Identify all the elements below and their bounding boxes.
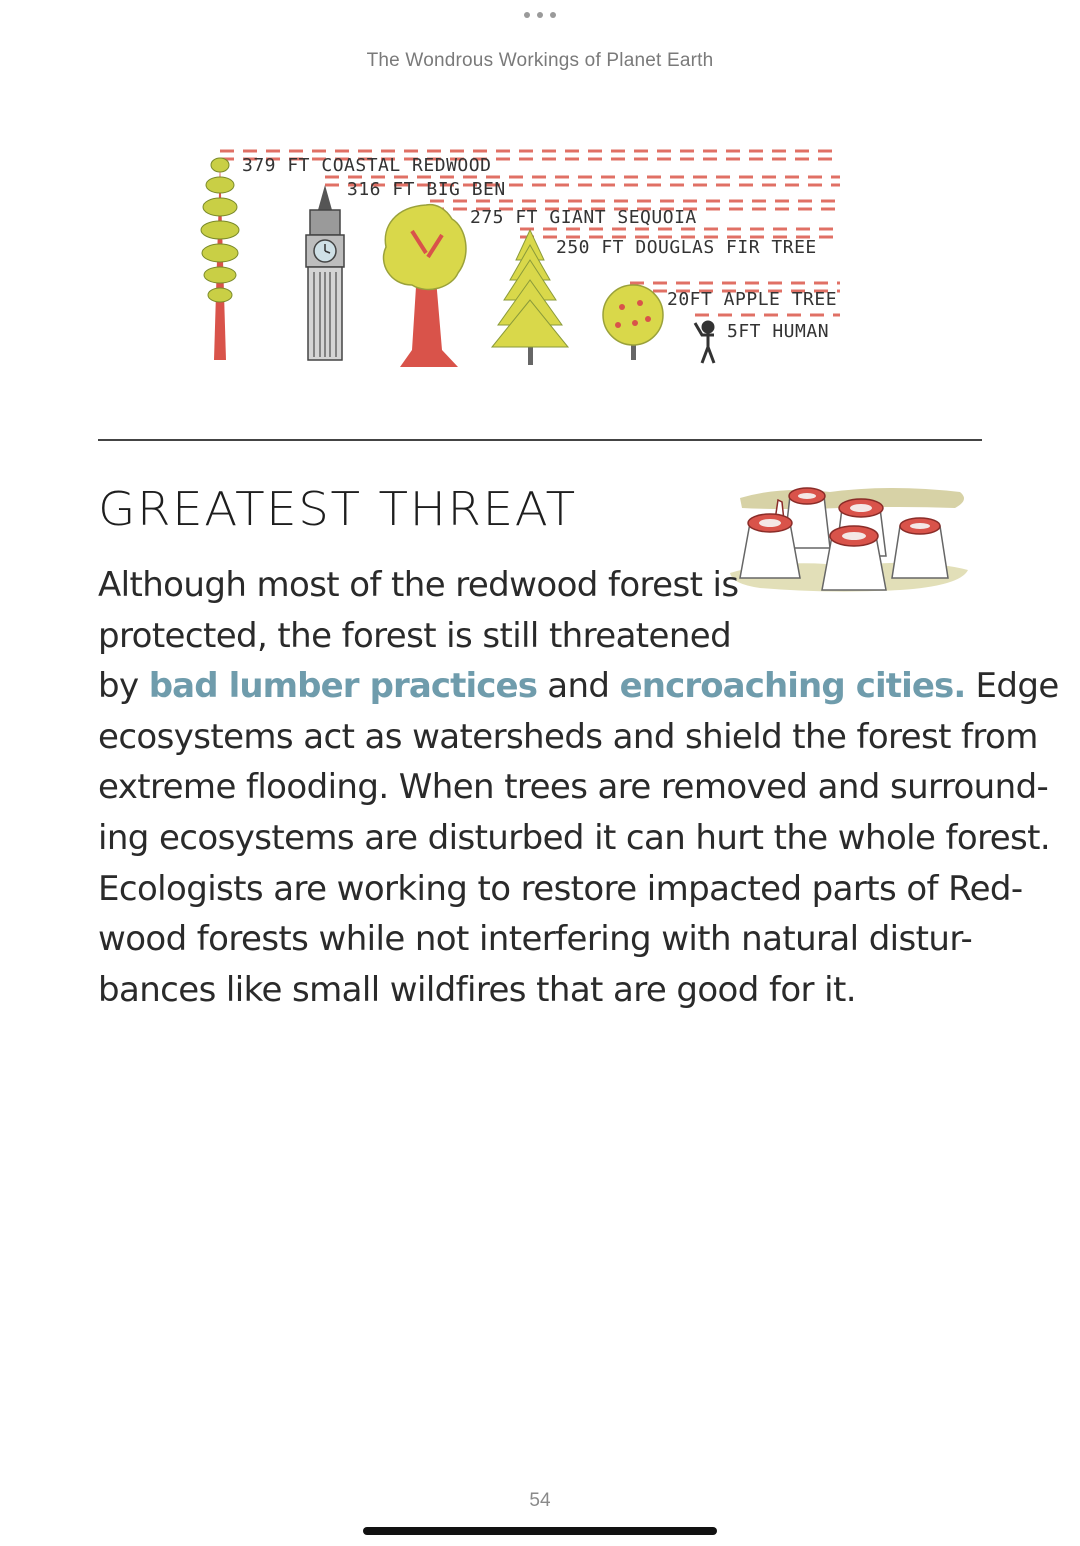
body-line	[98, 965, 988, 1016]
body-line	[98, 611, 988, 662]
body-text-run: and	[537, 666, 620, 707]
body-text-run: ecosystems act as watersheds and shield the forest from	[98, 716, 1038, 757]
section-body	[98, 560, 1059, 1015]
label-coastal-redwood: 379 FT COASTAL REDWOOD	[242, 155, 492, 176]
body-text-run: by	[98, 666, 149, 707]
coastal-redwood-icon	[201, 158, 239, 360]
height-comparison-illustration	[190, 135, 870, 380]
body-line	[98, 762, 1049, 813]
body-text-run: Edge	[965, 666, 1059, 707]
body-text-run: bances like small wildfires that are good for it.	[98, 969, 856, 1010]
section-heading: GREATEST THREAT	[98, 482, 577, 536]
apple-tree-icon	[603, 285, 663, 360]
body-text-run: Although most of the redwood forest is	[98, 565, 739, 605]
body-text-run: ing ecosystems are disturbed it can hurt the whole forest.	[98, 817, 1051, 858]
section-divider	[98, 439, 982, 441]
human-icon	[695, 322, 714, 363]
body-line	[98, 712, 1038, 763]
giant-sequoia-icon	[384, 205, 466, 367]
body-line	[98, 813, 1051, 864]
label-apple-tree: 20FT APPLE TREE	[667, 289, 838, 310]
body-text-run: extreme flooding. When trees are removed and surround-	[98, 767, 1049, 808]
more-options-icon[interactable]	[524, 10, 556, 20]
inline-link[interactable]: encroaching cities.	[619, 666, 966, 707]
label-human: 5FT HUMAN	[727, 321, 830, 342]
body-text-run: wood forests while not interfering with natural distur-	[98, 919, 973, 960]
body-line	[98, 560, 988, 611]
label-giant-sequoia: 275 FT GIANT SEQUOIA	[470, 207, 697, 228]
book-title: The Wondrous Workings of Planet Earth	[366, 50, 714, 71]
home-indicator[interactable]	[363, 1527, 717, 1535]
label-douglas-fir: 250 FT DOUGLAS FIR TREE	[556, 237, 817, 258]
big-ben-icon	[306, 185, 344, 360]
body-line	[98, 661, 1059, 712]
body-line	[98, 914, 988, 965]
body-text-run: protected, the forest is still threatened	[98, 615, 732, 656]
body-line	[98, 864, 1023, 915]
inline-link[interactable]: bad lumber practices	[148, 666, 538, 707]
page-number: 54	[529, 1490, 551, 1511]
body-text-run: Ecologists are working to restore impacted parts of Red-	[98, 868, 1023, 909]
label-big-ben: 316 FT BIG BEN	[347, 179, 506, 200]
